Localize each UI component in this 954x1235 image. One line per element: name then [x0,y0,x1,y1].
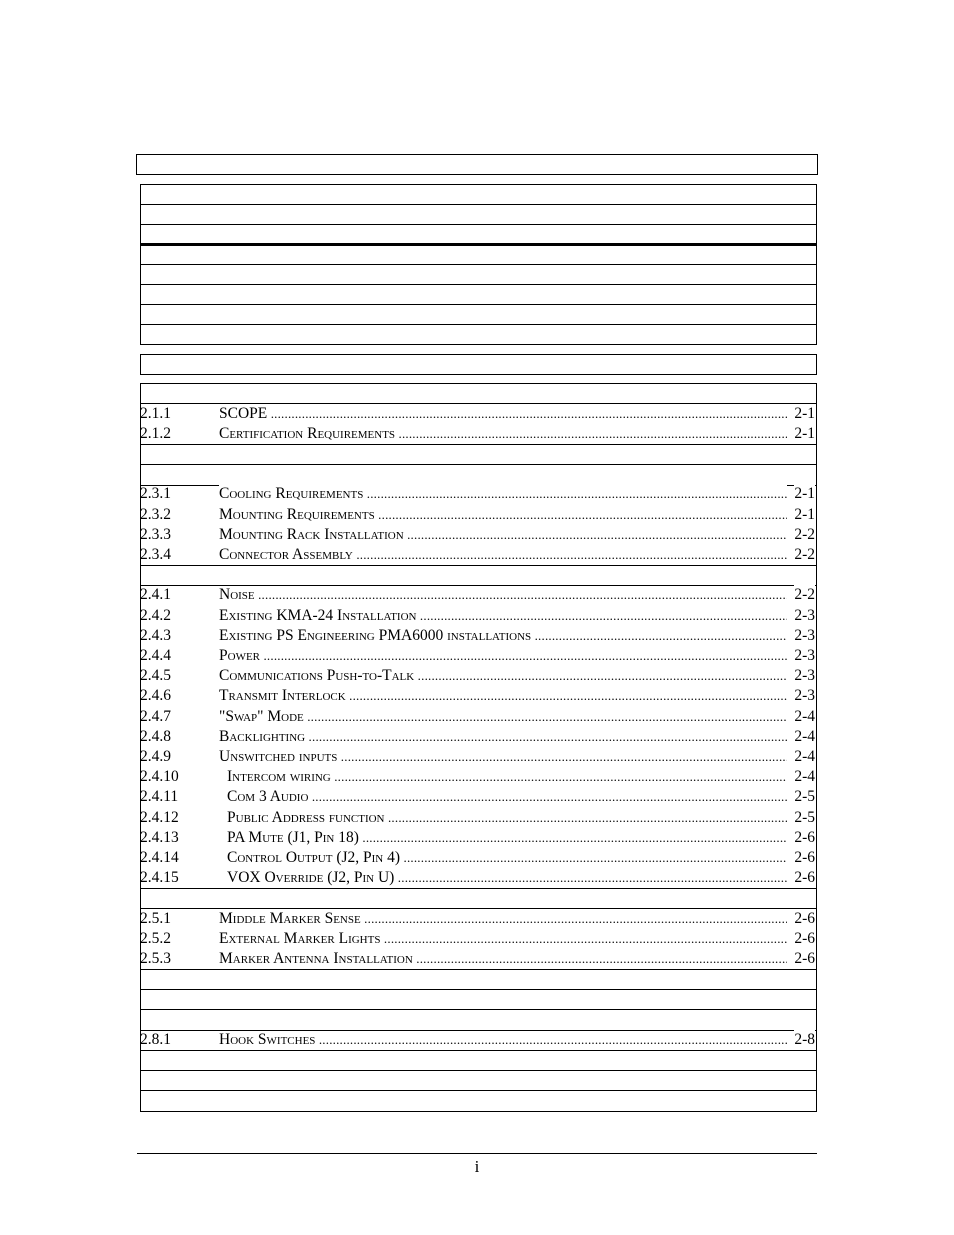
toc-entry-title-text: Communications Push-to-Talk ..... [219,667,787,684]
toc-entry-title [227,868,787,888]
toc-entry-title-text: Backlighting ..... [219,728,787,745]
toc-entry-title-text: Existing PS Engineering PMA6000 installations ..... [219,627,787,644]
toc-row-divider [140,1009,817,1010]
toc-entry-title [219,909,787,929]
toc-entry-page: 2-8 [794,1031,815,1048]
toc-entry-number: 2.3.2 [140,506,171,523]
toc-entry-title-text: PA Mute (J1, Pin 18) ..... [227,829,787,846]
toc-entry-number: 2.3.3 [140,526,171,543]
toc-entry-title-text: Existing KMA-24 Installation ..... [219,607,787,624]
toc-entry-title-text: Cooling Requirements ..... [219,485,787,502]
toc-entry[interactable] [140,484,817,504]
toc-entry[interactable] [140,424,817,444]
toc-entry-number: 2.3.1 [140,485,171,502]
toc-entry-number: 2.1.2 [140,425,171,442]
toc-entry-page: 2-6 [794,950,815,967]
toc-entry-number: 2.4.10 [140,768,179,785]
toc-entry[interactable] [140,626,817,646]
toc-entry-page: 2-3 [794,607,815,624]
toc-entry[interactable] [140,545,817,565]
toc-entry-page: 2-1 [794,485,815,502]
toc-entry-number: 2.5.1 [140,910,171,927]
toc-entry-title [219,505,787,525]
toc-entry-number: 2.1.1 [140,405,171,422]
toc-entry-title [227,767,787,787]
toc-row-divider [140,284,817,285]
toc-row-divider [140,204,817,205]
toc-section-box-2 [140,354,817,375]
toc-entry[interactable] [140,404,817,424]
toc-row-divider [140,324,817,325]
toc-entry-page: 2-4 [794,768,815,785]
toc-entry-page: 2-6 [794,829,815,846]
toc-entry[interactable] [140,727,817,747]
toc-entry-title-text: Marker Antenna Installation ..... [219,950,787,967]
toc-entry[interactable] [140,929,817,949]
toc-entry-title [219,525,787,545]
toc-entry-title [219,424,787,444]
toc-entry-title-text: Unswitched inputs ..... [219,748,787,765]
toc-entry-number: 2.4.13 [140,829,179,846]
toc-entry-number: 2.4.15 [140,869,179,886]
toc-entry-page: 2-3 [794,687,815,704]
toc-entry-title [219,484,787,504]
toc-entry-title-text: Noise ..... [219,586,787,603]
toc-entry-title-text: Control Output (J2, Pin 4) ..... [227,849,787,866]
toc-entry-number: 2.5.3 [140,950,171,967]
toc-entry-title-text: Transmit Interlock ..... [219,687,787,704]
toc-entry-page: 2-5 [794,809,815,826]
toc-entry-title [219,686,787,706]
toc-entry-number: 2.4.1 [140,586,171,603]
toc-row-divider [140,304,817,305]
toc-row-divider [140,1090,817,1091]
toc-entry-page: 2-4 [794,748,815,765]
toc-row-divider [140,264,817,265]
toc-entry-title [227,828,787,848]
toc-entry[interactable] [140,747,817,767]
toc-entry-number: 2.4.9 [140,748,171,765]
toc-entry-title-text: SCOPE ..... [219,405,787,422]
toc-entry-page: 2-6 [794,930,815,947]
toc-entry-number: 2.4.8 [140,728,171,745]
toc-entry-page: 2-4 [794,708,815,725]
toc-entry[interactable] [140,1030,817,1050]
toc-entry-number: 2.4.14 [140,849,179,866]
toc-entry-title [219,747,787,767]
toc-entry-page: 2-3 [794,667,815,684]
toc-entry-page: 2-3 [794,647,815,664]
toc-entry-title-text: External Marker Lights ..... [219,930,787,947]
toc-entry[interactable] [140,606,817,626]
page-number: i [474,1157,480,1176]
toc-entry-page: 2-1 [794,506,815,523]
toc-entry-number: 2.4.4 [140,647,171,664]
toc-row-divider [140,243,817,246]
toc-entry-title [219,666,787,686]
toc-entry-title-text: Intercom wiring ..... [227,768,787,785]
toc-entry-number: 2.4.2 [140,607,171,624]
toc-entry-page: 2-5 [794,788,815,805]
toc-entry-number: 2.4.11 [140,788,179,805]
toc-entry-number: 2.4.12 [140,809,179,826]
toc-entry-title [219,707,787,727]
toc-entry-title [219,585,787,605]
toc-entry[interactable] [140,646,817,666]
toc-entry-page: 2-2 [794,546,815,563]
toc-row-divider [140,224,817,225]
toc-entry-title-text: Certification Requirements ..... [219,425,787,442]
toc-entry-page: 2-2 [794,526,815,543]
toc-entry-page: 2-1 [794,405,815,422]
toc-row-divider [140,1050,817,1051]
toc-entry-page: 2-6 [794,869,815,886]
toc-entry-number: 2.5.2 [140,930,171,947]
toc-entry-title [227,808,787,828]
toc-entry-title [227,848,787,868]
toc-entry[interactable] [140,585,817,605]
toc-entry-title [219,1030,787,1050]
toc-entry-title-text: "Swap" Mode ..... [219,708,787,725]
toc-entry-title [219,646,787,666]
toc-row-divider [140,888,817,889]
toc-row-divider [140,444,817,445]
toc-entry-number: 2.4.3 [140,627,171,644]
toc-row-divider [140,989,817,990]
toc-entry-number: 2.4.6 [140,687,171,704]
toc-entry[interactable] [140,848,817,868]
toc-entry-page: 2-6 [794,849,815,866]
toc-row-divider [140,969,817,970]
toc-entry-page: 2-6 [794,910,815,927]
toc-entry-title [219,929,787,949]
toc-entry-number: 2.3.4 [140,546,171,563]
footer-rule [137,1153,817,1154]
toc-row-divider [140,464,817,465]
toc-entry-title-text: Power ..... [219,647,787,664]
toc-entry-title-text: VOX Override (J2, Pin U) ..... [227,869,787,886]
toc-entry-title [227,787,787,807]
toc-entry-title [219,727,787,747]
toc-entry[interactable] [140,868,817,888]
toc-entry-number: 2.4.5 [140,667,171,684]
toc-entry-page: 2-1 [794,425,815,442]
toc-entry-number: 2.4.7 [140,708,171,725]
toc-row-divider [140,565,817,566]
toc-entry-number: 2.8.1 [140,1031,171,1048]
toc-entry[interactable] [140,808,817,828]
toc-entry[interactable] [140,828,817,848]
toc-entry-title-text: Connector Assembly ..... [219,546,787,563]
toc-entry-page: 2-3 [794,627,815,644]
toc-row-divider [140,1070,817,1071]
toc-entry-title-text: Com 3 Audio ..... [227,788,787,805]
toc-entry[interactable] [140,505,817,525]
toc-entry-title-text: Mounting Rack Installation ..... [219,526,787,543]
toc-entry-title [219,404,787,424]
toc-entry-title [219,949,787,969]
toc-header-box [136,154,818,175]
toc-entry-title-text: Middle Marker Sense ..... [219,910,787,927]
toc-entry[interactable] [140,767,817,787]
toc-entry-title [219,606,787,626]
toc-entry-title [219,545,787,565]
toc-entry-title-text: Mounting Requirements ..... [219,506,787,523]
toc-entry[interactable] [140,787,817,807]
toc-entry[interactable] [140,686,817,706]
toc-entry[interactable] [140,707,817,727]
toc-entry-page: 2-4 [794,728,815,745]
toc-entry-page: 2-2 [794,586,815,603]
toc-entry[interactable] [140,909,817,929]
toc-entry-title-text: Hook Switches ..... [219,1031,787,1048]
toc-entry[interactable] [140,525,817,545]
toc-entry-title [219,626,787,646]
toc-entry[interactable] [140,949,817,969]
toc-entry-title-text: Public Address function ..... [227,809,787,826]
toc-entry[interactable] [140,666,817,686]
